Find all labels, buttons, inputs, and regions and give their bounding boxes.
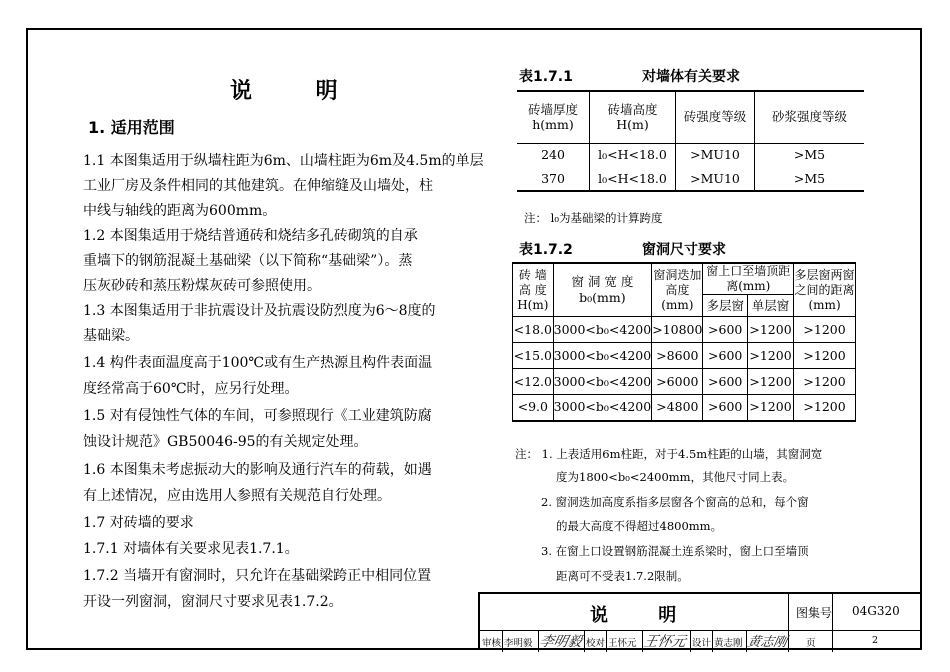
table-header: 砂浆强度等级 — [755, 91, 865, 143]
table-header: 砖 墙 高 度 H(m) — [513, 263, 554, 317]
table2-note: 距离可不受表1.7.2限制。 — [556, 569, 689, 583]
table1-number: 表1.7.1 — [519, 69, 573, 85]
table-cell: >1200 — [747, 369, 793, 395]
table-cell: 3000<b₀<4200 — [553, 369, 652, 395]
text-line: 1.2 本图集适用于烧结普通砖和烧结多孔砖砌筑的自承 — [83, 228, 418, 244]
table-cell: >1200 — [794, 343, 856, 369]
table-header: 多层窗 — [703, 295, 747, 317]
table-cell: >600 — [703, 369, 747, 395]
text-line: 1.5 对有侵蚀性气体的车间，可参照现行《工业建筑防腐 — [83, 408, 432, 424]
text-line: 有上述情况，应由选用人参照有关规范自行处理。 — [83, 488, 391, 504]
designer-signature: 黄志刚 — [745, 635, 789, 650]
table-header: 砖强度等级 — [676, 91, 755, 143]
text-line: 中线与轴线的距离为600mm。 — [83, 203, 277, 219]
atlas-number: 04G320 — [852, 604, 900, 618]
text-line: 1.7 对砖墙的要求 — [83, 515, 194, 531]
text-line: 工业厂房及条件相同的其他建筑。在伸缩缝及山墙处，柱 — [83, 178, 433, 194]
text-line: 压灰砂砖和蒸压粉煤灰砖可参照使用。 — [83, 278, 321, 294]
table-cell: >M5 — [755, 143, 865, 167]
text-line: 蚀设计规范》GB50046-95的有关规定处理。 — [83, 434, 368, 450]
table2-note: 度为1800<b₀<2400mm，其他尺寸同上表。 — [556, 470, 795, 484]
table-cell: >1200 — [747, 395, 793, 421]
table2-title: 窗洞尺寸要求 — [642, 242, 726, 258]
page-title: 说 明 — [230, 79, 366, 104]
text-line: 1.1 本图集适用于纵墙柱距为6m、山墙柱距为6m及4.5m的单层 — [83, 153, 484, 169]
table-cell: >1200 — [747, 317, 793, 343]
table-cell: l₀<H<18.0 — [590, 167, 676, 191]
table-cell: >MU10 — [676, 143, 755, 167]
table-cell: <12.0 — [513, 369, 554, 395]
table-cell: >600 — [703, 395, 747, 421]
text-line: 1.3 本图集适用于非抗震设计及抗震设防烈度为6～8度的 — [83, 303, 436, 319]
table-cell: >1200 — [747, 343, 793, 369]
table2-note: 2. 窗洞迭加高度系指多层窗各个窗高的总和，每个窗 — [541, 495, 809, 509]
table-cell: >600 — [703, 343, 747, 369]
table-cell: 3000<b₀<4200 — [553, 395, 652, 421]
text-line: 重墙下的钢筋混凝土基础梁（以下简称“基础梁”）。蒸 — [83, 253, 413, 269]
table2-note: 注： 1. 上表适用6m柱距，对于4.5m柱距的山墙，其窗洞宽 — [515, 447, 823, 461]
table-header: 窗洞迭加高度 (mm) — [652, 263, 703, 317]
table-cell: >MU10 — [676, 167, 755, 191]
table-cell: l₀<H<18.0 — [590, 143, 676, 167]
table2-number: 表1.7.2 — [519, 242, 573, 258]
table-cell: <18.0 — [513, 317, 554, 343]
table-cell: 3000<b₀<4200 — [553, 317, 652, 343]
designer-name: 黄志刚 — [714, 638, 743, 649]
table-cell: >1200 — [794, 369, 856, 395]
title-block-name: 说 明 — [590, 605, 699, 626]
table-cell: >4800 — [652, 395, 703, 421]
table2-note: 的最大高度不得超过4800mm。 — [556, 519, 723, 533]
wall-requirements-table — [517, 90, 864, 192]
table1-title: 对墙体有关要求 — [642, 69, 740, 85]
table-header: 窗 洞 宽 度 b₀(mm) — [553, 263, 652, 317]
table-cell: >6000 — [652, 369, 703, 395]
table-cell: >M5 — [755, 167, 865, 191]
review-label: 审核 — [482, 638, 502, 649]
title-block — [478, 592, 922, 650]
section-heading: 1. 适用范围 — [88, 118, 175, 137]
table-header: 单层窗 — [747, 295, 793, 317]
page-label: 页 — [806, 638, 816, 649]
table-cell: >1200 — [794, 317, 856, 343]
reviewer-name: 李明毅 — [504, 638, 533, 649]
check-label: 校对 — [586, 638, 606, 649]
table-cell: <9.0 — [513, 395, 554, 421]
table-header: 砖墙厚度 h(mm) — [517, 91, 590, 143]
table2-note: 3. 在窗上口设置钢筋混凝土连系梁时，窗上口至墙顶 — [541, 544, 809, 558]
table-header: 多层窗两窗之间的距离 (mm) — [794, 263, 856, 317]
text-line: 1.4 构件表面温度高于100℃或有生产热源且构件表面温 — [83, 355, 433, 371]
table-cell: >1200 — [794, 395, 856, 421]
window-opening-table — [512, 262, 856, 422]
table1-note: 注： l₀为基础梁的计算跨度 — [524, 211, 663, 225]
text-line: 开设一列窗洞，窗洞尺寸要求见表1.7.2。 — [83, 594, 343, 610]
table-cell: >10800 — [652, 317, 703, 343]
text-line: 1.7.1 对墙体有关要求见表1.7.1。 — [83, 541, 299, 557]
design-label: 设计 — [692, 638, 712, 649]
text-line: 度经常高于60℃时，应另行处理。 — [83, 381, 299, 397]
checker-name: 王怀元 — [608, 638, 637, 649]
table-cell: >8600 — [652, 343, 703, 369]
table-cell: 370 — [517, 167, 590, 191]
table-header: 砖墙高度 H(m) — [590, 91, 676, 143]
table-cell: 3000<b₀<4200 — [553, 343, 652, 369]
table-header: 窗上口至墙顶距离(mm) — [703, 263, 794, 295]
reviewer-signature: 李明毅 — [538, 634, 584, 650]
page-number: 2 — [872, 635, 879, 646]
text-line: 1.6 本图集未考虑振动大的影响及通行汽车的荷载，如遇 — [83, 462, 432, 478]
text-line: 1.7.2 当墙开有窗洞时，只允许在基础梁跨正中相同位置 — [83, 568, 432, 584]
table-cell: 240 — [517, 143, 590, 167]
atlas-label: 图集号 — [796, 606, 833, 620]
table-cell: >600 — [703, 317, 747, 343]
text-line: 基础梁。 — [83, 328, 139, 344]
checker-signature: 王怀元 — [642, 634, 688, 650]
table-cell: <15.0 — [513, 343, 554, 369]
